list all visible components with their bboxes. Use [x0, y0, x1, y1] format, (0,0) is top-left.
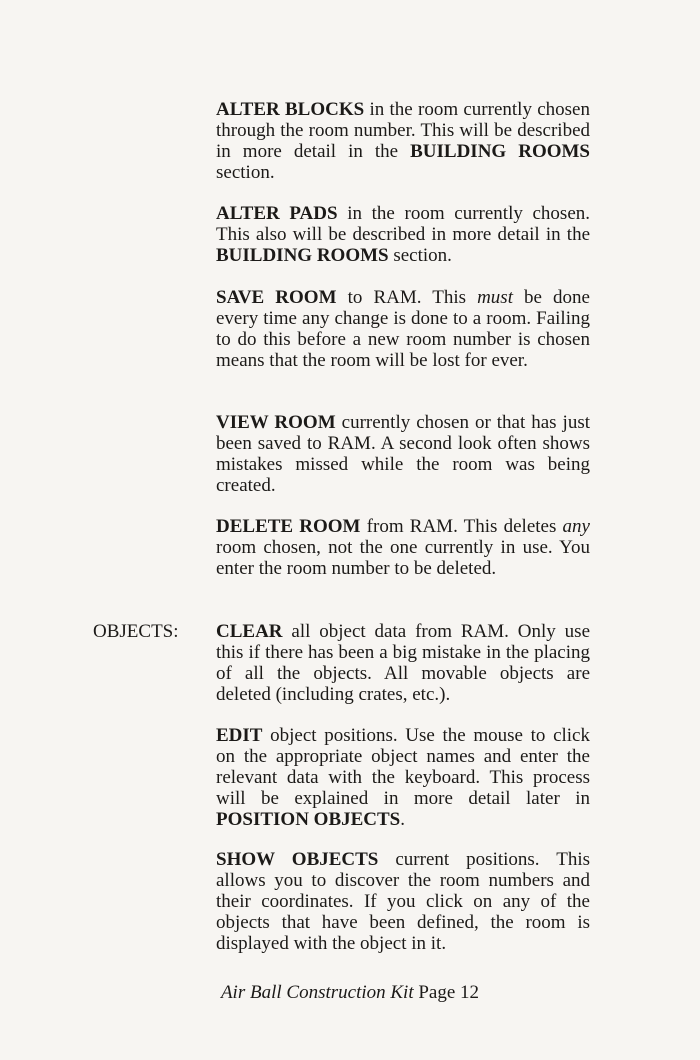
entry-text: all object data from RAM. Only use this if there has been a big mistake in the placing of all the objects. All movable objects are deleted (including crates, etc.). — [216, 621, 590, 705]
entry-keyword: ALTER PADS — [216, 203, 338, 224]
entry-show-objects — [216, 849, 590, 954]
footer-title: Air Ball Construction Kit — [220, 982, 414, 1003]
entry-text: current positions. This allows you to discover the room numbers and their coordinates. If you click on any of the objects that have been defined, the room is displayed with the object in it. — [216, 849, 590, 954]
entry-text-end: . — [400, 809, 405, 830]
objects-section-label: OBJECTS: — [93, 621, 179, 642]
entry-text-end: section. — [388, 245, 452, 266]
entry-keyword: ALTER BLOCKS — [216, 99, 365, 120]
entry-clear — [216, 621, 590, 705]
page-footer — [0, 982, 700, 1004]
entry-text-end: room chosen, not the one currently in use. You enter the room number to be deleted. — [216, 537, 590, 579]
entry-edit — [216, 725, 590, 830]
entry-keyword-ref: POSITION OBJECTS — [216, 809, 401, 830]
entry-text: in the room currently chosen through the room number. This will be described in more detail in the — [216, 99, 590, 162]
entry-keyword-ref: BUILDING ROOMS — [410, 141, 591, 162]
entry-keyword: SAVE ROOM — [216, 287, 337, 308]
entry-keyword: SHOW OBJECTS — [216, 849, 379, 870]
entry-alter-pads — [216, 203, 590, 266]
entry-text: in the room currently chosen. This also will be described in more detail in the — [216, 203, 591, 245]
entry-emphasis: must — [477, 287, 513, 308]
entry-text-end: section. — [216, 162, 275, 183]
entry-keyword-ref: BUILDING ROOMS — [216, 245, 389, 266]
entry-alter-blocks — [216, 99, 590, 183]
entry-keyword: VIEW ROOM — [216, 412, 336, 433]
entry-keyword: CLEAR — [216, 621, 283, 642]
entry-keyword: DELETE ROOM — [216, 516, 361, 537]
entry-delete-room — [216, 516, 590, 579]
entry-text: currently chosen or that has just been saved to RAM. A second look often shows mistakes missed while the room was being created. — [216, 412, 590, 496]
entry-text: to RAM. This — [336, 287, 478, 308]
entry-view-room — [216, 412, 590, 496]
footer-page-number: Page 12 — [418, 982, 480, 1003]
entry-text: object positions. Use the mouse to click on the appropriate object names and enter the relevant data with the keyboard. This process will be explained in more detail later in — [216, 725, 590, 809]
entry-keyword: EDIT — [216, 725, 263, 746]
entry-emphasis: any — [562, 516, 590, 537]
entry-save-room — [216, 287, 590, 371]
entry-text: from RAM. This deletes — [360, 516, 563, 537]
entry-text-end: be done every time any change is done to a room. Failing to do this before a new room number is chosen means that the room will be lost for ever. — [216, 287, 590, 371]
